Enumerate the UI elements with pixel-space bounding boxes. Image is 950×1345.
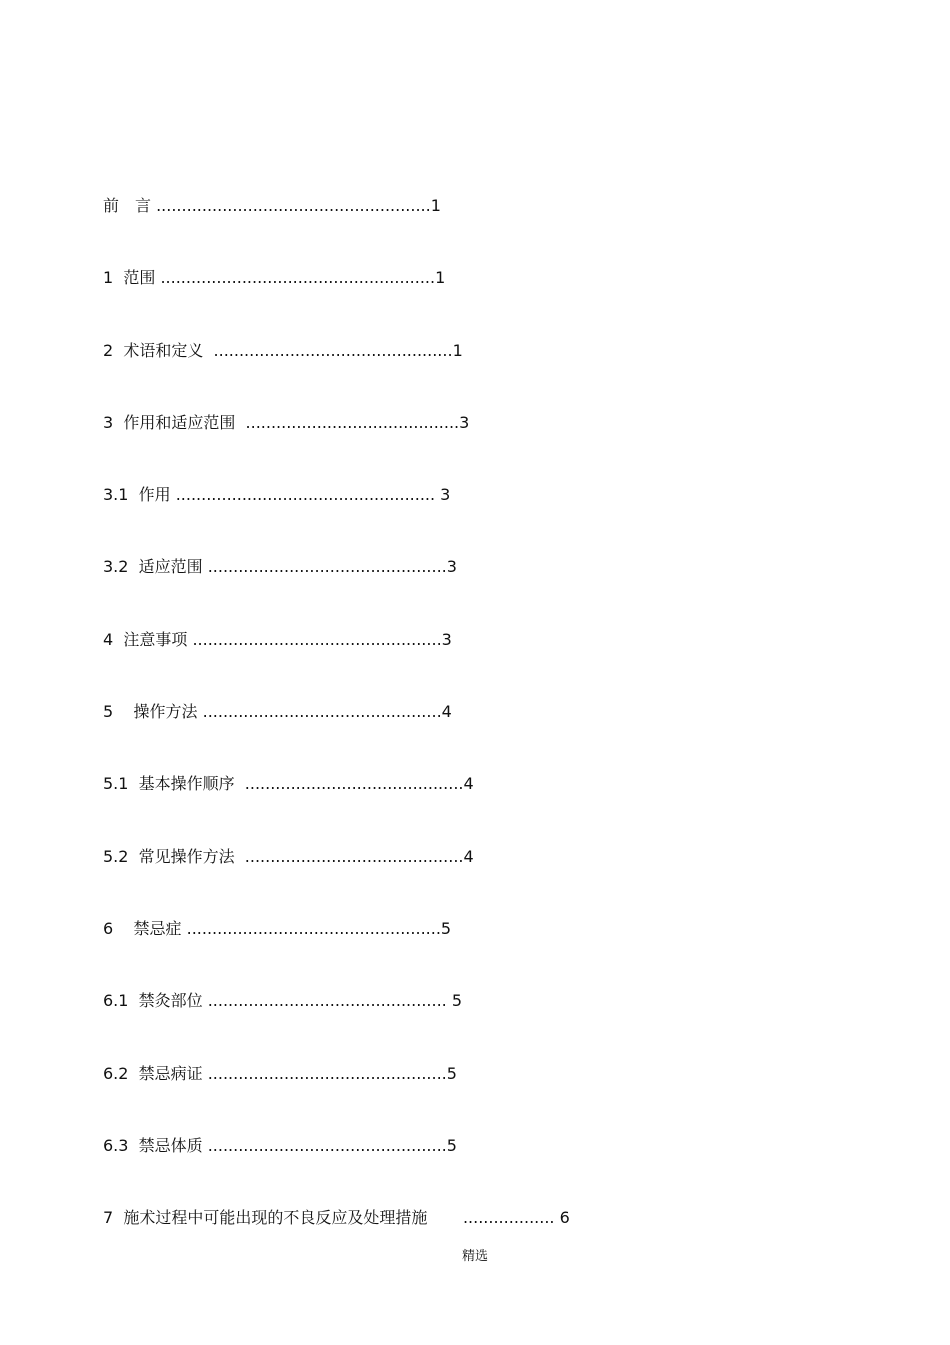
toc-entry[interactable]: 3.1 作用 ................................................... 3 [103,485,451,505]
toc-entry[interactable]: 6 禁忌症 ..................................................5 [103,918,452,938]
toc-entry[interactable]: 6.2 禁忌病证 ...............................................5 [103,1063,457,1083]
toc-entry[interactable]: 3 作用和适应范围 ..........................................3 [103,412,470,432]
toc-entry[interactable]: 6.3 禁忌体质 ...............................................5 [103,1135,457,1155]
toc-entry[interactable]: 前 言 ......................................................1 [103,196,441,215]
toc-entry[interactable]: 5.1 基本操作顺序 ...........................................4 [103,774,474,794]
toc-entry[interactable]: 5.2 常见操作方法 ...........................................4 [103,846,474,866]
page-footer [0,1248,950,1266]
toc-entry[interactable]: 6.1 禁灸部位 ............................................... 5 [103,991,463,1011]
footer-label: 精选 [461,1249,488,1264]
toc-entry[interactable]: 4 注意事项 .................................................3 [103,629,452,649]
toc-entry[interactable]: 5 操作方法 ...............................................4 [103,702,452,722]
toc-entry[interactable]: 7 施术过程中可能出现的不良反应及处理措施 .................. 6 [103,1208,570,1228]
table-of-contents [103,193,723,1277]
toc-entry[interactable]: 3.2 适应范围 ...............................................3 [103,557,457,577]
toc-entry[interactable]: 2 术语和定义 ...............................................1 [103,340,463,360]
toc-entry[interactable]: 1 范围 ......................................................1 [103,268,446,288]
